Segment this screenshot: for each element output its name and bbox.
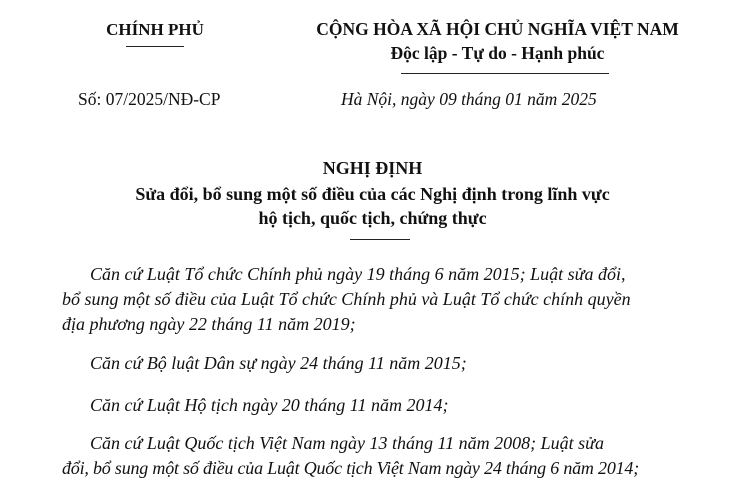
paragraph-line: địa phương ngày 22 tháng 11 năm 2019;	[62, 314, 356, 334]
national-motto: Độc lập - Tự do - Hạnh phúc	[390, 43, 605, 63]
place-and-date: Hà Nội, ngày 09 tháng 01 năm 2025	[341, 89, 597, 109]
issuing-authority: CHÍNH PHỦ	[106, 20, 204, 39]
subject-line: Sửa đổi, bổ sung một số điều của các Nghị định trong lĩnh vực	[135, 184, 610, 204]
national-title: CỘNG HÒA XÃ HỘI CHỦ NGHĨA VIỆT NAM	[316, 19, 679, 39]
paragraph-line: bổ sung một số điều của Luật Tổ chức Chính phủ và Luật Tổ chức chính quyền	[62, 289, 631, 309]
motto-underline	[401, 73, 609, 74]
preamble-paragraph	[62, 351, 702, 376]
issuer-underline	[126, 46, 184, 47]
subject-line: hộ tịch, quốc tịch, chứng thực	[258, 208, 487, 228]
document-number: Số: 07/2025/NĐ-CP	[78, 89, 221, 109]
paragraph-line: Căn cứ Bộ luật Dân sự ngày 24 tháng 11 năm 2015;	[90, 353, 467, 373]
title-separator	[350, 239, 410, 240]
preamble-paragraph	[62, 393, 702, 418]
document-type: NGHỊ ĐỊNH	[322, 158, 423, 178]
paragraph-line: Căn cứ Luật Hộ tịch ngày 20 tháng 11 năm 2014;	[90, 395, 449, 415]
document-subject	[0, 182, 745, 230]
preamble-paragraph	[62, 431, 702, 481]
preamble-paragraph	[62, 262, 702, 337]
paragraph-line: đổi, bổ sung một số điều của Luật Quốc tịch Việt Nam ngày 24 tháng 6 năm 2014;	[62, 458, 640, 478]
paragraph-line: Căn cứ Luật Quốc tịch Việt Nam ngày 13 tháng 11 năm 2008; Luật sửa	[90, 433, 604, 453]
paragraph-line: Căn cứ Luật Tổ chức Chính phủ ngày 19 tháng 6 năm 2015; Luật sửa đổi,	[90, 264, 626, 284]
